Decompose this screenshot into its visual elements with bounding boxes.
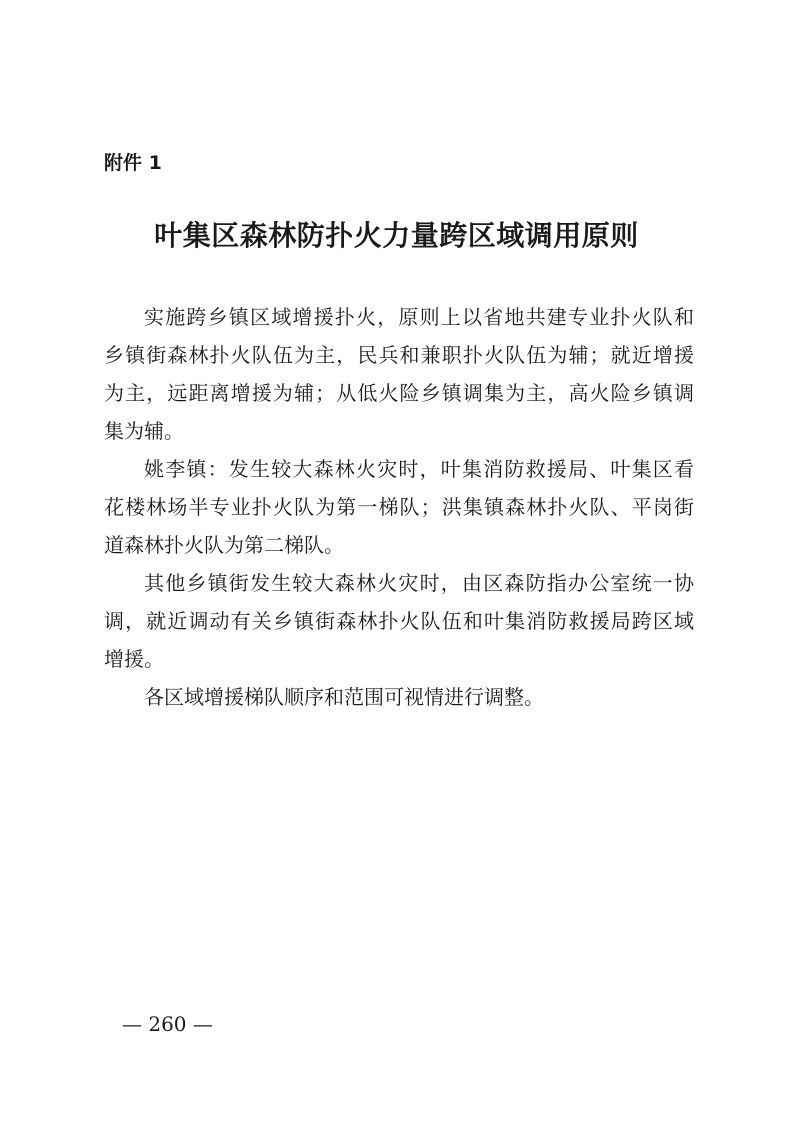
- paragraph-line: 增援。: [104, 647, 164, 671]
- paragraph-line: 道森林扑火队为第二梯队。: [104, 533, 344, 557]
- paragraph-yaoli-town: [104, 450, 694, 564]
- paragraph-line: 乡镇街森林扑火队伍为主，民兵和兼职扑火队伍为辅；就近增援: [104, 343, 694, 367]
- paragraph-line: 为主，远距离增援为辅；从低火险乡镇调集为主，高火险乡镇调: [104, 381, 694, 405]
- paragraph-line: 其他乡镇街发生较大森林火灾时，由区森防指办公室统一协: [144, 571, 694, 595]
- paragraph-line: 姚李镇：发生较大森林火灾时，叶集消防救援局、叶集区看: [144, 457, 694, 481]
- page-number: — 260 —: [122, 1012, 213, 1036]
- paragraph-line: 实施跨乡镇区域增援扑火，原则上以省地共建专业扑火队和: [144, 305, 694, 329]
- paragraph-line: 各区域增援梯队顺序和范围可视情进行调整。: [144, 685, 544, 709]
- paragraph-adjustment: [104, 678, 694, 716]
- document-body: [104, 298, 694, 716]
- paragraph-line: 调，就近调动有关乡镇街森林扑火队伍和叶集消防救援局跨区域: [104, 609, 694, 633]
- paragraph-other-towns: [104, 564, 694, 678]
- document-title: 叶集区森林防扑火力量跨区域调用原则: [154, 219, 639, 252]
- paragraph-line: 集为辅。: [104, 419, 184, 443]
- paragraph-line: 花楼林场半专业扑火队为第一梯队；洪集镇森林扑火队、平岗街: [104, 495, 694, 519]
- attachment-label: 附件 1: [104, 152, 162, 174]
- paragraph-principles: [104, 298, 694, 450]
